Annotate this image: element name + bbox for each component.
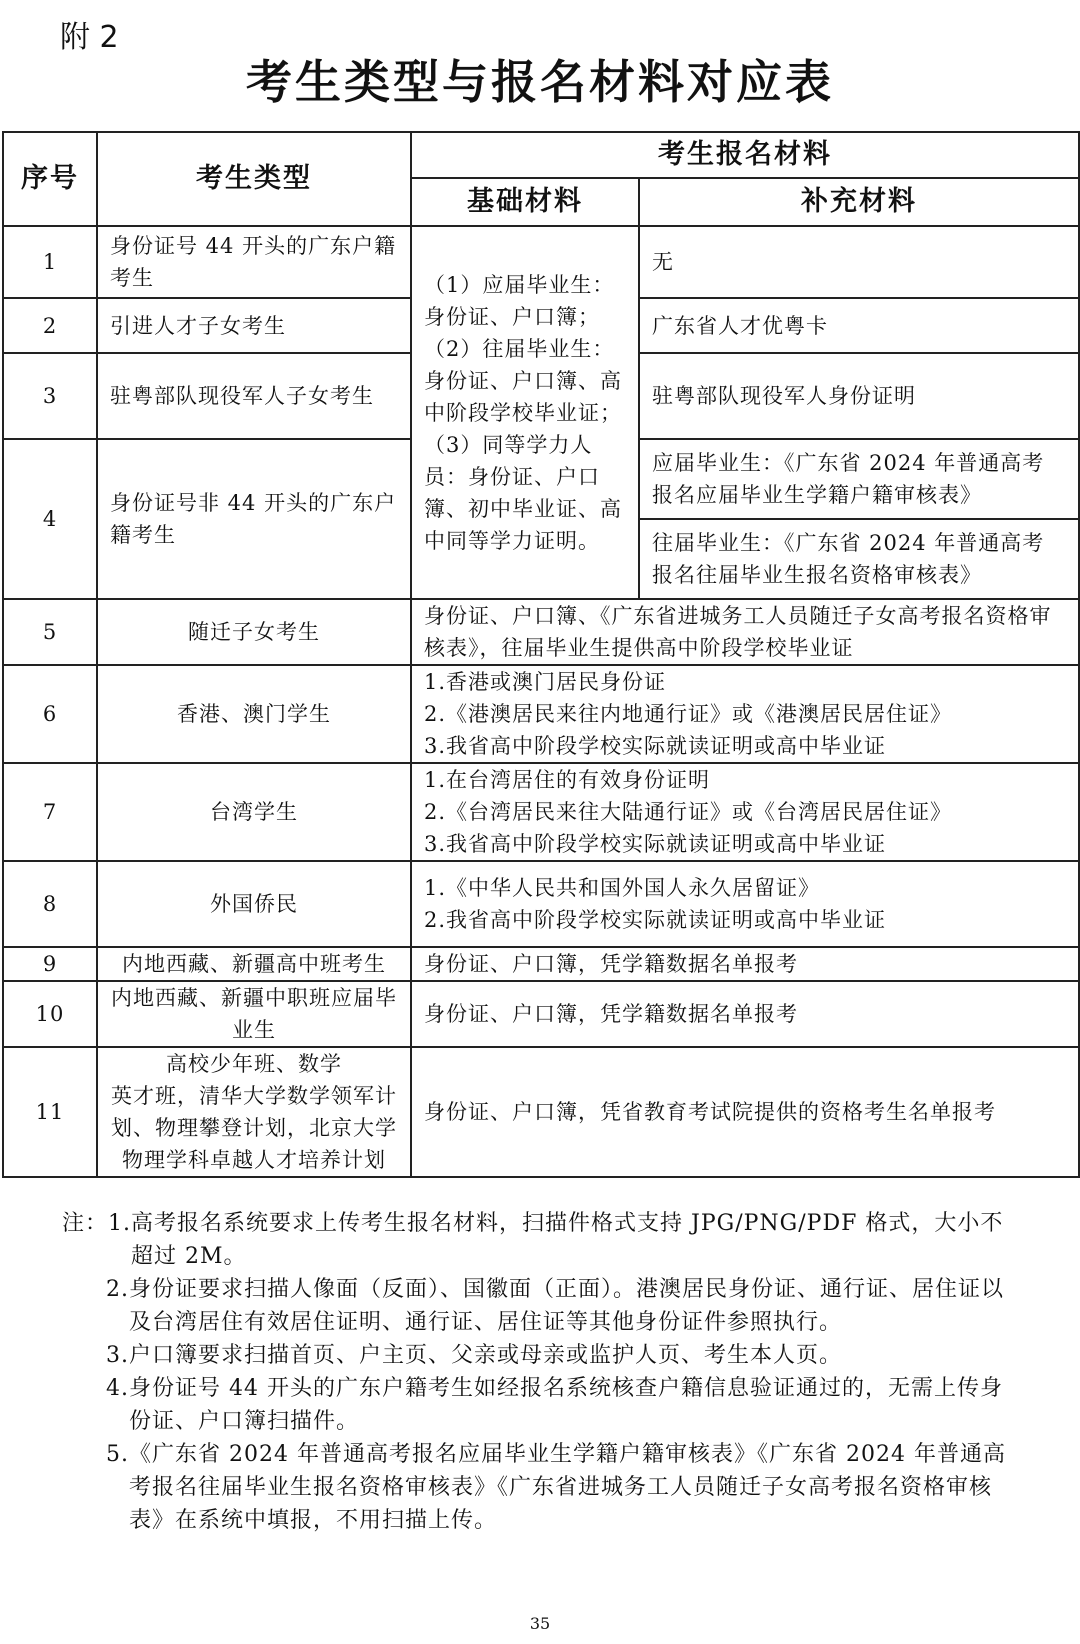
materials-cell xyxy=(411,981,1079,1047)
material-item: 2.我省高中阶段学校实际就读证明或高中毕业证 xyxy=(424,908,887,932)
note-number: 4. xyxy=(106,1376,129,1401)
header-materials: 考生报名材料 xyxy=(411,132,1079,178)
note-text: 《广东省 2024 年普通高考报名应届毕业生学籍户籍审核表》《广东省 2024 年普通高考报名往届毕业生报名资格审核表》《广东省进城务工人员随迁子女高考报名资格审核表》在系统中填报，不用扫描上传。 xyxy=(129,1442,1006,1533)
note-number: 3. xyxy=(106,1343,129,1368)
note-text: 身份证号 44 开头的广东户籍考生如经报名系统核查户籍信息验证通过的，无需上传身份证、户口簿扫描件。 xyxy=(129,1376,1003,1434)
material-item: 1.《中华人民共和国外国人永久居留证》 xyxy=(424,876,821,900)
supplementary-previous-graduates: 往届毕业生：《广东省 2024 年普通高考报名往届毕业生报名资格审核表》 xyxy=(652,531,1045,587)
table-row xyxy=(3,1047,1079,1177)
student-type: 引进人才子女考生 xyxy=(97,298,411,353)
basic-material-item: （1）应届毕业生：身份证、户口簿； xyxy=(424,272,615,329)
page-number: 35 xyxy=(529,1614,551,1633)
materials-cell xyxy=(411,1047,1079,1177)
note-item xyxy=(62,1339,1022,1372)
row-number: 2 xyxy=(3,298,97,353)
note-text: 户口簿要求扫描首页、户主页、父亲或母亲或监护人页、考生本人页。 xyxy=(129,1343,843,1368)
attachment-label: 附 2 xyxy=(60,20,119,55)
note-item xyxy=(62,1372,1022,1438)
material-item: 身份证、户口簿，凭学籍数据名单报考 xyxy=(424,952,798,976)
basic-materials xyxy=(411,226,639,599)
materials-cell xyxy=(411,861,1079,947)
table-row xyxy=(3,763,1079,861)
student-type: 内地西藏、新疆高中班考生 xyxy=(97,947,411,981)
basic-material-item: （2）往届毕业生：身份证、户口簿、高中阶段学校毕业证； xyxy=(424,336,622,425)
table-row xyxy=(3,981,1079,1047)
row-number: 4 xyxy=(3,439,97,599)
note-number: 5. xyxy=(106,1442,129,1467)
material-item: 身份证、户口簿、《广东省进城务工人员随迁子女高考报名资格审核表》，往届毕业生提供高中阶段学校毕业证 xyxy=(424,604,1052,660)
table-row xyxy=(3,861,1079,947)
table-row xyxy=(3,947,1079,981)
student-type-line: 高校少年班、数学 xyxy=(166,1052,342,1076)
student-type: 身份证号 44 开头的广东户籍考生 xyxy=(97,226,411,298)
material-item: 3.我省高中阶段学校实际就读证明或高中毕业证 xyxy=(424,832,887,856)
table-row xyxy=(3,226,1079,298)
materials-cell xyxy=(411,947,1079,981)
table-row xyxy=(3,665,1079,763)
supplementary-material xyxy=(639,439,1079,599)
note-item xyxy=(62,1273,1022,1339)
header-type: 考生类型 xyxy=(97,132,411,226)
note-number: 2. xyxy=(106,1277,129,1302)
student-type: 内地西藏、新疆中职班应届毕业生 xyxy=(97,981,411,1047)
header-basic: 基础材料 xyxy=(411,178,639,226)
table-row xyxy=(3,599,1079,665)
supplementary-current-graduates: 应届毕业生：《广东省 2024 年普通高考报名应届毕业生学籍户籍审核表》 xyxy=(640,440,1078,520)
row-number: 3 xyxy=(3,353,97,439)
row-number: 10 xyxy=(3,981,97,1047)
materials-cell xyxy=(411,763,1079,861)
student-type: 驻粤部队现役军人子女考生 xyxy=(97,353,411,439)
student-type: 身份证号非 44 开头的广东户籍考生 xyxy=(97,439,411,599)
material-item: 2.《台湾居民来往大陆通行证》或《台湾居民居住证》 xyxy=(424,800,953,824)
materials-cell xyxy=(411,599,1079,665)
table-header-row xyxy=(3,132,1079,178)
materials-table xyxy=(2,131,1080,1178)
materials-cell xyxy=(411,665,1079,763)
row-number: 6 xyxy=(3,665,97,763)
student-type-line: 英才班，清华大学数学领军计划、物理攀登计划，北京大学物理学科卓越人才培养计划 xyxy=(111,1084,397,1172)
row-number: 9 xyxy=(3,947,97,981)
basic-material-item: （3）同等学力人员：身份证、户口簿、初中毕业证、高中同等学力证明。 xyxy=(424,432,622,553)
row-number: 1 xyxy=(3,226,97,298)
header-supplementary: 补充材料 xyxy=(639,178,1079,226)
header-number: 序号 xyxy=(3,132,97,226)
note-text: 高考报名系统要求上传考生报名材料，扫描件格式支持 JPG/PNG/PDF 格式，大小不超过 2M。 xyxy=(131,1211,1004,1269)
row-number: 11 xyxy=(3,1047,97,1177)
note-text: 身份证要求扫描人像面（反面）、国徽面（正面）。港澳居民身份证、通行证、居住证以及台湾居住有效居住证明、通行证、居住证等其他身份证件参照执行。 xyxy=(129,1277,1005,1335)
student-type: 台湾学生 xyxy=(97,763,411,861)
material-item: 3.我省高中阶段学校实际就读证明或高中毕业证 xyxy=(424,734,887,758)
material-item: 1.在台湾居住的有效身份证明 xyxy=(424,768,711,792)
material-item: 1.香港或澳门居民身份证 xyxy=(424,670,667,694)
material-item: 2.《港澳居民来往内地通行证》或《港澳居民居住证》 xyxy=(424,702,953,726)
material-item: 身份证、户口簿，凭学籍数据名单报考 xyxy=(424,1002,798,1026)
supplementary-material: 广东省人才优粤卡 xyxy=(639,298,1079,353)
row-number: 5 xyxy=(3,599,97,665)
note-number: 注：1. xyxy=(62,1211,131,1236)
supplementary-material: 无 xyxy=(639,226,1079,298)
student-type: 随迁子女考生 xyxy=(97,599,411,665)
student-type: 外国侨民 xyxy=(97,861,411,947)
material-item: 身份证、户口簿，凭省教育考试院提供的资格考生名单报考 xyxy=(424,1100,996,1124)
student-type: 香港、澳门学生 xyxy=(97,665,411,763)
notes xyxy=(62,1207,1022,1537)
supplementary-material: 驻粤部队现役军人身份证明 xyxy=(639,353,1079,439)
row-number: 8 xyxy=(3,861,97,947)
note-item xyxy=(62,1438,1022,1537)
note-item xyxy=(62,1207,1022,1273)
student-type xyxy=(97,1047,411,1177)
row-number: 7 xyxy=(3,763,97,861)
page-title: 考生类型与报名材料对应表 xyxy=(246,55,834,109)
